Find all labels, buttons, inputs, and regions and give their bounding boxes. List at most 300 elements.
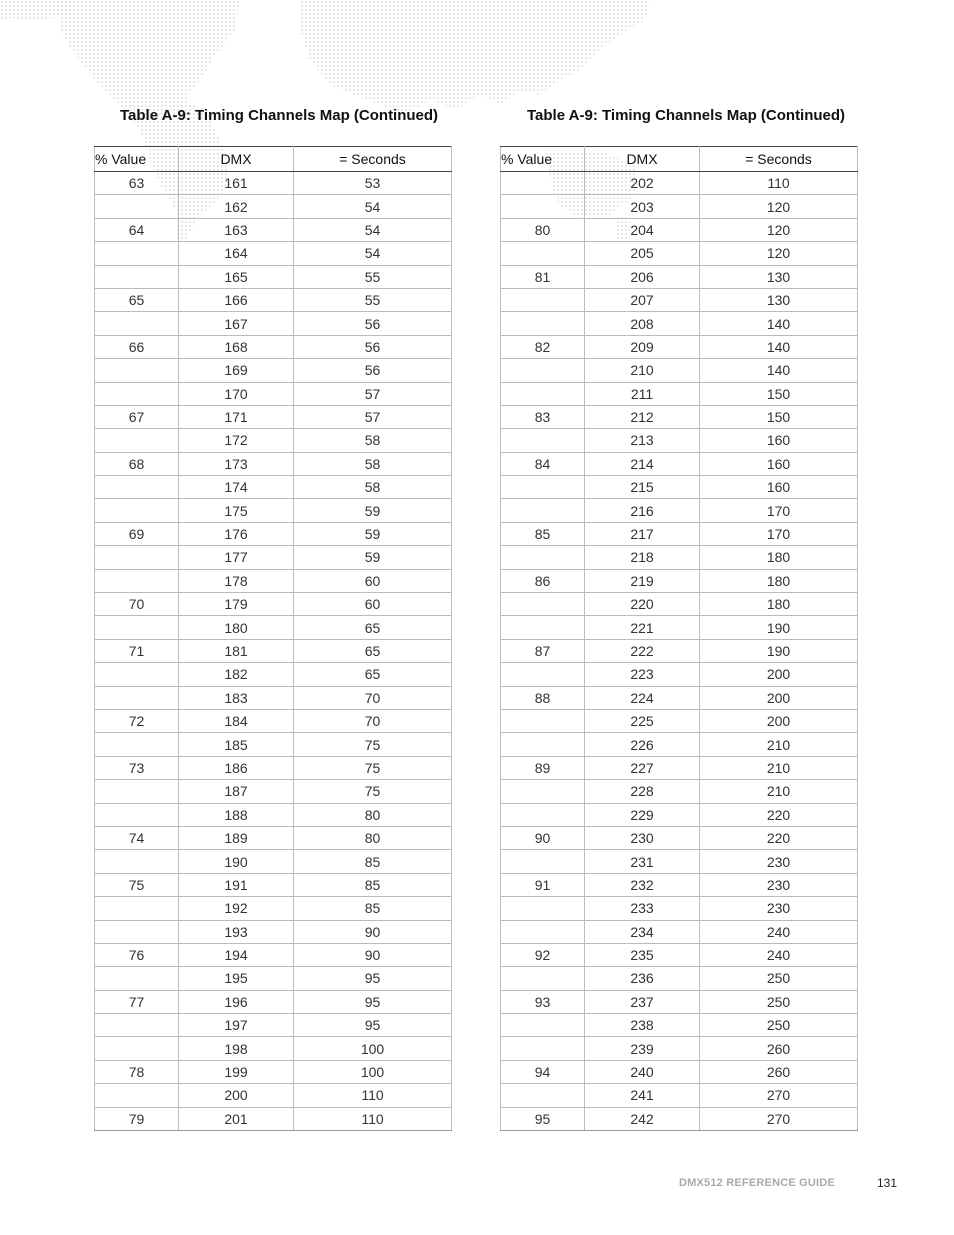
seconds-cell: 130: [700, 265, 858, 288]
percent-value-cell: 72: [95, 709, 179, 732]
seconds-cell: 75: [294, 756, 452, 779]
percent-value-cell: [95, 920, 179, 943]
seconds-cell: 80: [294, 826, 452, 849]
dmx-cell: 192: [179, 897, 294, 920]
dmx-cell: 227: [585, 756, 700, 779]
percent-value-cell: 78: [95, 1060, 179, 1083]
percent-value-cell: [95, 359, 179, 382]
table-row: [501, 639, 858, 662]
seconds-cell: 210: [700, 733, 858, 756]
percent-value-cell: [95, 803, 179, 826]
seconds-cell: 95: [294, 967, 452, 990]
dmx-cell: 222: [585, 639, 700, 662]
dmx-cell: 173: [179, 452, 294, 475]
percent-value-cell: [95, 733, 179, 756]
table-row: [501, 382, 858, 405]
dmx-cell: 233: [585, 897, 700, 920]
dmx-cell: 235: [585, 943, 700, 966]
dmx-cell: 186: [179, 756, 294, 779]
percent-value-cell: 82: [501, 335, 585, 358]
table-row: [501, 709, 858, 732]
percent-value-cell: 80: [501, 218, 585, 241]
table-row: [95, 873, 452, 896]
percent-value-cell: 88: [501, 686, 585, 709]
percent-value-cell: 77: [95, 990, 179, 1013]
dmx-cell: 194: [179, 943, 294, 966]
percent-value-cell: 94: [501, 1060, 585, 1083]
dmx-cell: 176: [179, 522, 294, 545]
percent-value-cell: [95, 546, 179, 569]
table-row: [501, 288, 858, 311]
dmx-cell: 193: [179, 920, 294, 943]
dmx-cell: 191: [179, 873, 294, 896]
dmx-cell: 214: [585, 452, 700, 475]
seconds-cell: 59: [294, 546, 452, 569]
right-table-title: Table A-9: Timing Channels Map (Continued): [527, 107, 846, 124]
dmx-cell: 234: [585, 920, 700, 943]
table-row: [95, 382, 452, 405]
table-row: [501, 967, 858, 990]
table-row: [95, 312, 452, 335]
seconds-cell: 200: [700, 709, 858, 732]
dmx-cell: 226: [585, 733, 700, 756]
table-row: [95, 616, 452, 639]
seconds-cell: 56: [294, 312, 452, 335]
seconds-cell: 260: [700, 1060, 858, 1083]
dmx-cell: 181: [179, 639, 294, 662]
header-row: [95, 147, 452, 172]
table-row: [501, 195, 858, 218]
dmx-cell: 212: [585, 405, 700, 428]
dmx-cell: 182: [179, 663, 294, 686]
table-row: [501, 920, 858, 943]
seconds-cell: 90: [294, 920, 452, 943]
seconds-cell: 230: [700, 897, 858, 920]
seconds-cell: 220: [700, 826, 858, 849]
seconds-cell: 53: [294, 172, 452, 195]
percent-value-cell: [501, 359, 585, 382]
table-row: [501, 546, 858, 569]
percent-value-cell: [501, 663, 585, 686]
table-row: [501, 1084, 858, 1107]
percent-value-cell: [501, 709, 585, 732]
percent-value-cell: [501, 850, 585, 873]
seconds-cell: 75: [294, 780, 452, 803]
seconds-cell: 110: [294, 1107, 452, 1130]
table-row: [501, 850, 858, 873]
column-header-dmx: DMX: [179, 147, 294, 172]
seconds-cell: 57: [294, 382, 452, 405]
seconds-cell: 85: [294, 850, 452, 873]
dmx-cell: 236: [585, 967, 700, 990]
table-row: [95, 733, 452, 756]
percent-value-cell: [95, 663, 179, 686]
table-row: [501, 780, 858, 803]
dmx-cell: 196: [179, 990, 294, 1013]
table-row: [501, 756, 858, 779]
dmx-cell: 183: [179, 686, 294, 709]
percent-value-cell: [95, 265, 179, 288]
dmx-cell: 241: [585, 1084, 700, 1107]
table-row: [501, 873, 858, 896]
timing-channels-table-left: [94, 146, 452, 1131]
percent-value-cell: [501, 382, 585, 405]
seconds-cell: 70: [294, 686, 452, 709]
percent-value-cell: 91: [501, 873, 585, 896]
table-row: [95, 990, 452, 1013]
seconds-cell: 90: [294, 943, 452, 966]
dmx-cell: 170: [179, 382, 294, 405]
seconds-cell: 120: [700, 218, 858, 241]
dmx-cell: 184: [179, 709, 294, 732]
percent-value-cell: [501, 1084, 585, 1107]
seconds-cell: 95: [294, 1014, 452, 1037]
percent-value-cell: 76: [95, 943, 179, 966]
percent-value-cell: [95, 686, 179, 709]
table-row: [95, 850, 452, 873]
dmx-cell: 188: [179, 803, 294, 826]
table-row: [95, 756, 452, 779]
table-row: [501, 218, 858, 241]
table-row: [501, 897, 858, 920]
table-row: [95, 288, 452, 311]
seconds-cell: 250: [700, 1014, 858, 1037]
table-row: [95, 195, 452, 218]
percent-value-cell: [501, 803, 585, 826]
seconds-cell: 59: [294, 522, 452, 545]
dmx-cell: 166: [179, 288, 294, 311]
dmx-cell: 190: [179, 850, 294, 873]
percent-value-cell: 64: [95, 218, 179, 241]
percent-value-cell: [95, 312, 179, 335]
table-row: [501, 476, 858, 499]
percent-value-cell: 81: [501, 265, 585, 288]
percent-value-cell: [95, 476, 179, 499]
table-row: [95, 593, 452, 616]
seconds-cell: 56: [294, 335, 452, 358]
seconds-cell: 180: [700, 546, 858, 569]
percent-value-cell: [501, 242, 585, 265]
table-row: [95, 265, 452, 288]
dmx-cell: 161: [179, 172, 294, 195]
table-row: [501, 943, 858, 966]
table-row: [95, 897, 452, 920]
dmx-cell: 218: [585, 546, 700, 569]
table-row: [501, 686, 858, 709]
table-row: [501, 1060, 858, 1083]
seconds-cell: 120: [700, 242, 858, 265]
table-row: [95, 172, 452, 195]
percent-value-cell: [501, 780, 585, 803]
percent-value-cell: 74: [95, 826, 179, 849]
percent-value-cell: 68: [95, 452, 179, 475]
percent-value-cell: 73: [95, 756, 179, 779]
percent-value-cell: [95, 195, 179, 218]
dmx-cell: 207: [585, 288, 700, 311]
percent-value-cell: [501, 288, 585, 311]
dmx-cell: 237: [585, 990, 700, 1013]
table-row: [501, 1014, 858, 1037]
dmx-cell: 213: [585, 429, 700, 452]
percent-value-cell: [95, 967, 179, 990]
seconds-cell: 240: [700, 943, 858, 966]
seconds-cell: 59: [294, 499, 452, 522]
seconds-cell: 250: [700, 990, 858, 1013]
seconds-cell: 60: [294, 569, 452, 592]
percent-value-cell: [501, 1014, 585, 1037]
percent-value-cell: [501, 546, 585, 569]
table-row: [501, 616, 858, 639]
dmx-cell: 208: [585, 312, 700, 335]
seconds-cell: 140: [700, 359, 858, 382]
seconds-cell: 58: [294, 429, 452, 452]
footer-guide-name: DMX512 REFERENCE GUIDE: [679, 1177, 835, 1189]
seconds-cell: 150: [700, 405, 858, 428]
percent-value-cell: [501, 195, 585, 218]
table-row: [501, 499, 858, 522]
seconds-cell: 54: [294, 242, 452, 265]
seconds-cell: 57: [294, 405, 452, 428]
percent-value-cell: [501, 920, 585, 943]
percent-value-cell: [501, 897, 585, 920]
seconds-cell: 240: [700, 920, 858, 943]
dmx-cell: 168: [179, 335, 294, 358]
dmx-cell: 205: [585, 242, 700, 265]
percent-value-cell: 71: [95, 639, 179, 662]
percent-value-cell: 95: [501, 1107, 585, 1130]
seconds-cell: 270: [700, 1107, 858, 1130]
seconds-cell: 75: [294, 733, 452, 756]
dmx-cell: 239: [585, 1037, 700, 1060]
table-row: [95, 967, 452, 990]
dmx-cell: 240: [585, 1060, 700, 1083]
dmx-cell: 162: [179, 195, 294, 218]
percent-value-cell: [95, 616, 179, 639]
seconds-cell: 54: [294, 218, 452, 241]
dmx-cell: 175: [179, 499, 294, 522]
dmx-cell: 164: [179, 242, 294, 265]
table-row: [95, 218, 452, 241]
table-row: [95, 663, 452, 686]
percent-value-cell: 92: [501, 943, 585, 966]
percent-value-cell: [501, 429, 585, 452]
percent-value-cell: [95, 897, 179, 920]
percent-value-cell: 66: [95, 335, 179, 358]
header-row: [501, 147, 858, 172]
percent-value-cell: 79: [95, 1107, 179, 1130]
table-row: [95, 522, 452, 545]
seconds-cell: 200: [700, 686, 858, 709]
seconds-cell: 190: [700, 639, 858, 662]
percent-value-cell: 83: [501, 405, 585, 428]
seconds-cell: 100: [294, 1060, 452, 1083]
percent-value-cell: 90: [501, 826, 585, 849]
column-header-seconds: = Seconds: [294, 147, 452, 172]
seconds-cell: 180: [700, 593, 858, 616]
percent-value-cell: 93: [501, 990, 585, 1013]
seconds-cell: 100: [294, 1037, 452, 1060]
percent-value-cell: 84: [501, 452, 585, 475]
dmx-cell: 204: [585, 218, 700, 241]
dmx-cell: 180: [179, 616, 294, 639]
dmx-cell: 228: [585, 780, 700, 803]
dmx-cell: 172: [179, 429, 294, 452]
seconds-cell: 95: [294, 990, 452, 1013]
seconds-cell: 230: [700, 850, 858, 873]
percent-value-cell: 85: [501, 522, 585, 545]
percent-value-cell: [501, 172, 585, 195]
table-row: [501, 312, 858, 335]
column-header-dmx: DMX: [585, 147, 700, 172]
seconds-cell: 140: [700, 335, 858, 358]
table-row: [95, 780, 452, 803]
seconds-cell: 110: [294, 1084, 452, 1107]
seconds-cell: 56: [294, 359, 452, 382]
dmx-cell: 217: [585, 522, 700, 545]
table-row: [95, 429, 452, 452]
dmx-cell: 187: [179, 780, 294, 803]
table-row: [95, 686, 452, 709]
percent-value-cell: [95, 780, 179, 803]
dmx-cell: 179: [179, 593, 294, 616]
dmx-cell: 219: [585, 569, 700, 592]
timing-channels-table-right: [500, 146, 858, 1131]
left-table-title: Table A-9: Timing Channels Map (Continued): [120, 107, 439, 124]
dmx-cell: 230: [585, 826, 700, 849]
dmx-cell: 163: [179, 218, 294, 241]
table-row: [95, 639, 452, 662]
percent-value-cell: [95, 382, 179, 405]
percent-value-cell: [95, 429, 179, 452]
dmx-cell: 203: [585, 195, 700, 218]
seconds-cell: 130: [700, 288, 858, 311]
table-row: [501, 172, 858, 195]
dmx-cell: 195: [179, 967, 294, 990]
column-header-seconds: = Seconds: [700, 147, 858, 172]
table-row: [95, 335, 452, 358]
seconds-cell: 260: [700, 1037, 858, 1060]
table-row: [95, 452, 452, 475]
percent-value-cell: [95, 1084, 179, 1107]
seconds-cell: 210: [700, 756, 858, 779]
table-row: [95, 242, 452, 265]
table-row: [95, 709, 452, 732]
seconds-cell: 58: [294, 476, 452, 499]
percent-value-cell: [95, 499, 179, 522]
seconds-cell: 110: [700, 172, 858, 195]
dmx-cell: 199: [179, 1060, 294, 1083]
seconds-cell: 160: [700, 429, 858, 452]
table-row: [95, 569, 452, 592]
percent-value-cell: [501, 1037, 585, 1060]
dmx-cell: 229: [585, 803, 700, 826]
table-row: [501, 1107, 858, 1130]
seconds-cell: 170: [700, 499, 858, 522]
table-row: [501, 452, 858, 475]
seconds-cell: 160: [700, 452, 858, 475]
dmx-cell: 169: [179, 359, 294, 382]
dmx-cell: 174: [179, 476, 294, 499]
dmx-cell: 206: [585, 265, 700, 288]
dmx-cell: 200: [179, 1084, 294, 1107]
dmx-cell: 185: [179, 733, 294, 756]
seconds-cell: 170: [700, 522, 858, 545]
percent-value-cell: [95, 569, 179, 592]
seconds-cell: 200: [700, 663, 858, 686]
percent-value-cell: 87: [501, 639, 585, 662]
dmx-cell: 224: [585, 686, 700, 709]
percent-value-cell: [501, 593, 585, 616]
table-row: [501, 405, 858, 428]
table-row: [501, 593, 858, 616]
seconds-cell: 70: [294, 709, 452, 732]
table-row: [95, 1084, 452, 1107]
column-header-percent-value: % Value: [501, 147, 585, 172]
table-row: [501, 265, 858, 288]
table-row: [501, 569, 858, 592]
percent-value-cell: 70: [95, 593, 179, 616]
dmx-cell: 198: [179, 1037, 294, 1060]
percent-value-cell: 86: [501, 569, 585, 592]
seconds-cell: 150: [700, 382, 858, 405]
table-row: [95, 1037, 452, 1060]
table-row: [501, 359, 858, 382]
table-row: [95, 476, 452, 499]
percent-value-cell: [95, 850, 179, 873]
dmx-cell: 220: [585, 593, 700, 616]
dmx-cell: 189: [179, 826, 294, 849]
percent-value-cell: 65: [95, 288, 179, 311]
seconds-cell: 65: [294, 616, 452, 639]
percent-value-cell: [95, 242, 179, 265]
table-row: [95, 359, 452, 382]
seconds-cell: 220: [700, 803, 858, 826]
dmx-cell: 167: [179, 312, 294, 335]
dmx-cell: 202: [585, 172, 700, 195]
table-row: [501, 335, 858, 358]
seconds-cell: 85: [294, 897, 452, 920]
seconds-cell: 140: [700, 312, 858, 335]
table-row: [501, 826, 858, 849]
table-row: [95, 1014, 452, 1037]
seconds-cell: 54: [294, 195, 452, 218]
table-row: [501, 522, 858, 545]
dmx-cell: 238: [585, 1014, 700, 1037]
table-row: [501, 242, 858, 265]
column-header-percent-value: % Value: [95, 147, 179, 172]
table-row: [95, 826, 452, 849]
table-row: [95, 1107, 452, 1130]
percent-value-cell: [95, 1014, 179, 1037]
dmx-cell: 216: [585, 499, 700, 522]
percent-value-cell: [501, 312, 585, 335]
seconds-cell: 60: [294, 593, 452, 616]
seconds-cell: 55: [294, 288, 452, 311]
percent-value-cell: [501, 733, 585, 756]
dmx-cell: 209: [585, 335, 700, 358]
table-row: [501, 429, 858, 452]
table-row: [95, 803, 452, 826]
dmx-cell: 231: [585, 850, 700, 873]
percent-value-cell: 63: [95, 172, 179, 195]
percent-value-cell: [501, 616, 585, 639]
seconds-cell: 230: [700, 873, 858, 896]
dmx-cell: 178: [179, 569, 294, 592]
dmx-cell: 177: [179, 546, 294, 569]
seconds-cell: 210: [700, 780, 858, 803]
dmx-cell: 221: [585, 616, 700, 639]
seconds-cell: 180: [700, 569, 858, 592]
